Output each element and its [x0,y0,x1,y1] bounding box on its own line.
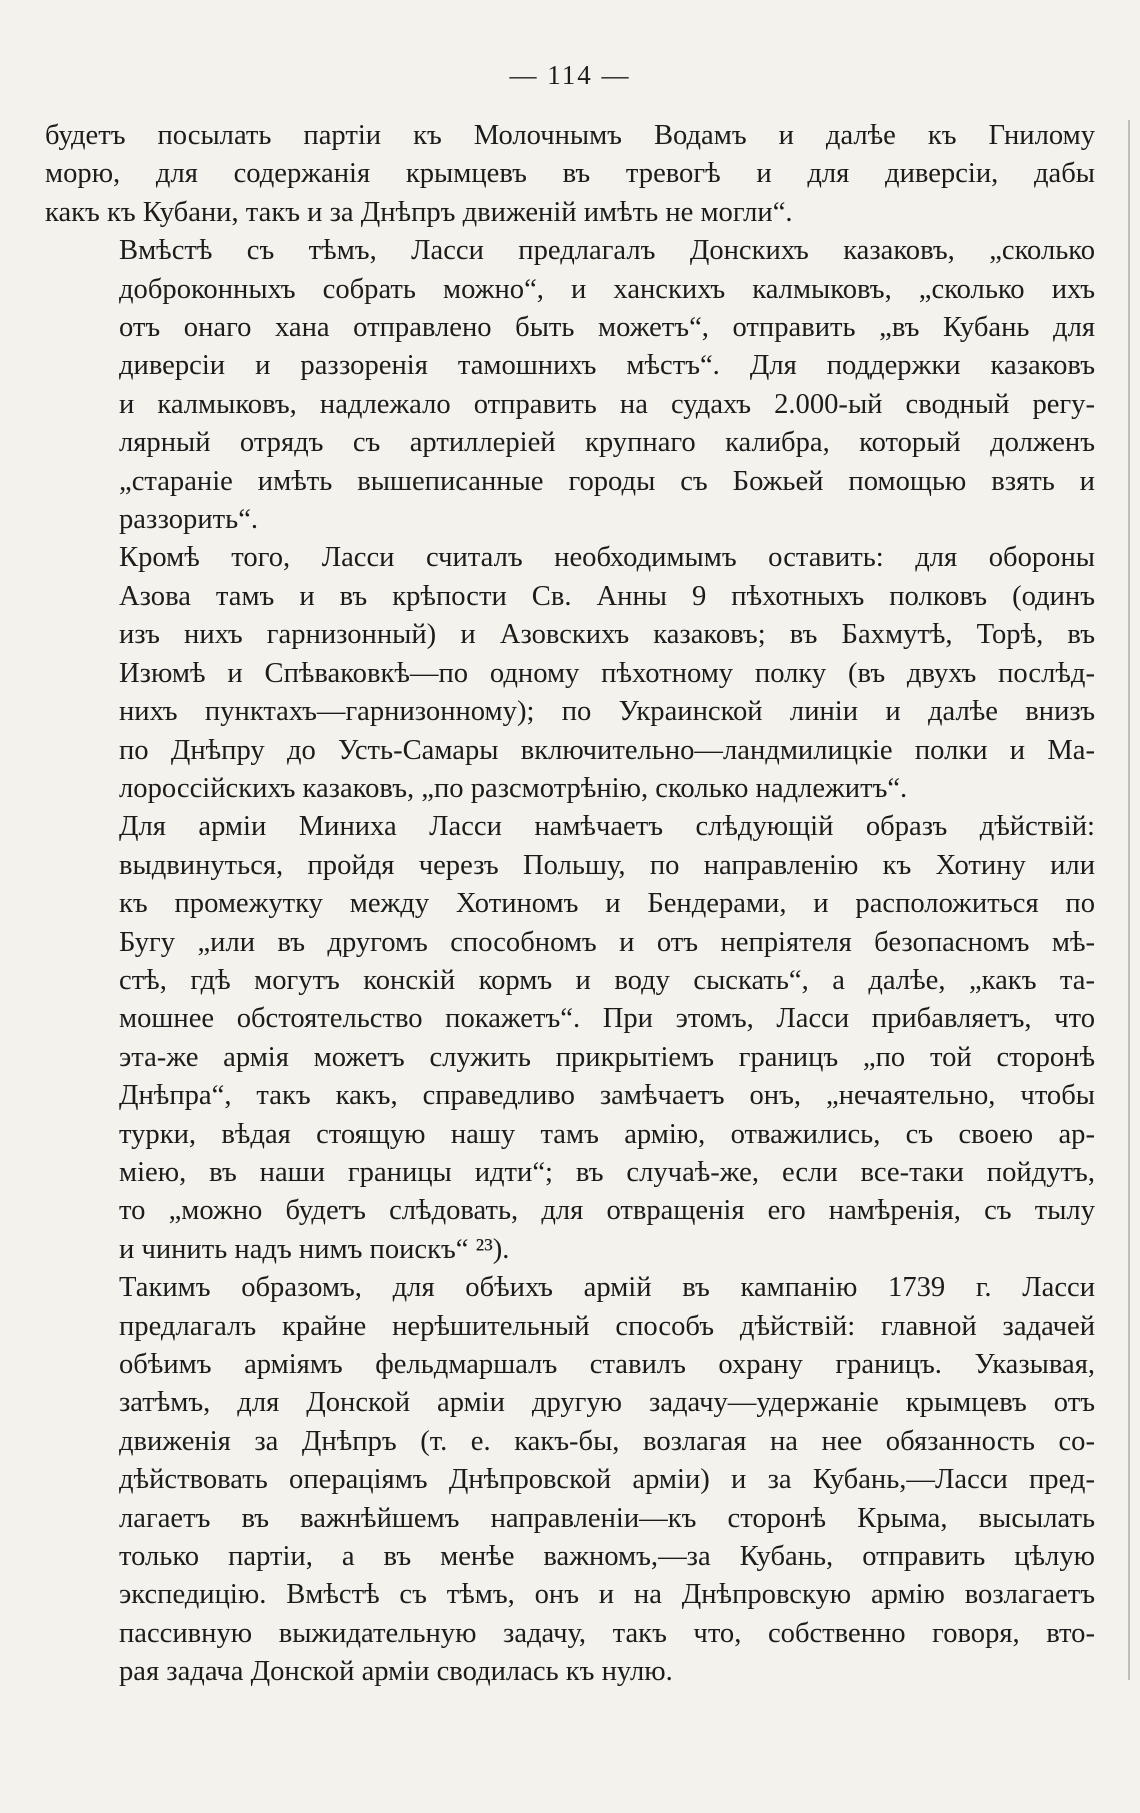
text-line: къ промежутку между Хотиномъ и Бендерами, и расположиться по [119,888,1095,920]
text-line: рая задача Донской арміи сводилась къ нулю. [119,1656,673,1688]
text-line: экспедицію. Вмѣстѣ съ тѣмъ, онъ и на Днѣпровскую армію возлагаетъ [119,1579,1095,1611]
scan-margin-line [1128,120,1130,1680]
paragraph-2 [45,232,1095,539]
text-line: и чинить надъ нимъ поискъ“ ²³). [119,1233,510,1265]
text-line: Бугу „или въ другомъ способномъ и отъ непріятеля безопасномъ мѣ- [119,926,1095,958]
text-line: доброконныхъ собрать можно“, и ханскихъ калмыковъ, „сколько ихъ [119,273,1095,305]
text-line: пассивную выжидательную задачу, такъ что, собственно говоря, вто- [119,1617,1095,1649]
text-line: какъ къ Кубани, такъ и за Днѣпръ движеній имѣть не могли“. [45,196,793,228]
text-line: только партіи, а въ менѣе важномъ,—за Кубань, отправить цѣлую [119,1541,1095,1573]
text-line: изъ нихъ гарнизонный) и Азовскихъ казаковъ; въ Бахмутѣ, Торѣ, въ [119,619,1095,651]
text-line: обѣимъ арміямъ фельдмаршалъ ставилъ охрану границъ. Указывая, [119,1349,1095,1380]
text-line: стѣ, гдѣ могутъ конскій кормъ и воду сыскать“, а далѣе, „какъ та- [119,964,1095,996]
text-line: турки, вѣдая стоящую нашу тамъ армію, отважились, съ своею ар- [119,1118,1095,1150]
text-line: по Днѣпру до Усть-Самары включительно—ландмилицкіе полки и Ма- [119,734,1095,766]
text-line: отъ онаго хана отправлено быть можетъ“, отправить „въ Кубань для [119,312,1095,344]
text-line: нихъ пунктахъ—гарнизонному); по Украинской линіи и далѣе внизъ [119,696,1095,728]
text-line: Днѣпра“, такъ какъ, справедливо замѣчаетъ онъ, „нечаятельно, чтобы [119,1080,1095,1112]
text-line: міею, въ наши границы идти“; въ случаѣ-же, если все-таки пойдутъ, [119,1156,1095,1188]
page-number: — 114 — [509,60,631,90]
paragraph-5 [45,1269,1095,1691]
paragraph-1 [45,117,1095,232]
paragraph-4 [45,808,1095,1269]
text-line: диверсіи и раззоренія тамошнихъ мѣстъ“. Для поддержки казаковъ [119,350,1095,382]
text-line: предлагалъ крайне нерѣшительный способъ дѣйствій: главной задачей [119,1310,1095,1342]
text-line: мошнее обстоятельство покажетъ“. При этомъ, Ласси прибавляетъ, что [119,1003,1095,1035]
text-line: выдвинуться, пройдя черезъ Польшу, по направленію къ Хотину или [119,849,1095,881]
text-line: движенія за Днѣпръ (т. е. какъ-бы, возлагая на нее обязанность со- [119,1425,1095,1457]
text-line: лороссійскихъ казаковъ, „по разсмотрѣнію, сколько надлежитъ“. [119,772,908,804]
page-body [45,117,1095,1692]
text-line: Для арміи Миниха Ласси намѣчаетъ слѣдующій образъ дѣйствій: [119,811,1095,843]
text-line: дѣйствовать операціямъ Днѣпровской арміи) и за Кубань,—Ласси пред- [119,1464,1095,1496]
text-line: Вмѣстѣ съ тѣмъ, Ласси предлагалъ Донскихъ казаковъ, „сколько [119,235,1095,267]
text-line: и калмыковъ, надлежало отправить на судахъ 2.000-ый сводный регу- [119,388,1095,420]
text-line: лярный отрядъ съ артиллеріей крупнаго калибра, который долженъ [119,427,1095,459]
text-line: Такимъ образомъ, для обѣихъ армій въ кампанію 1739 г. Ласси [119,1272,1095,1304]
paragraph-3 [45,539,1095,808]
text-line: эта-же армія можетъ служить прикрытіемъ границъ „по той сторонѣ [119,1041,1095,1073]
text-line: морю, для содержанія крымцевъ въ тревогѣ и для диверсіи, дабы [45,158,1095,190]
text-line: раззорить“. [119,504,259,536]
text-line: Изюмѣ и Спѣваковкѣ—по одному пѣхотному полку (въ двухъ послѣд- [119,657,1095,689]
text-line: лагаетъ въ важнѣйшемъ направленіи—къ сторонѣ Крыма, высылать [119,1502,1095,1534]
text-line: Кромѣ того, Ласси считалъ необходимымъ оставить: для обороны [119,542,1095,574]
text-line: затѣмъ, для Донской арміи другую задачу—удержаніе крымцевъ отъ [119,1387,1095,1419]
book-page [45,55,1095,1692]
text-line: будетъ посылать партіи къ Молочнымъ Водамъ и далѣе къ Гнилому [45,120,1095,151]
text-line: Азова тамъ и въ крѣпости Св. Анны 9 пѣхотныхъ полковъ (одинъ [119,580,1095,612]
text-line: „стараніе имѣть вышеписанные городы съ Божьей помощью взять и [119,465,1095,497]
text-line: то „можно будетъ слѣдовать, для отвращенія его намѣренія, съ тылу [119,1195,1095,1227]
